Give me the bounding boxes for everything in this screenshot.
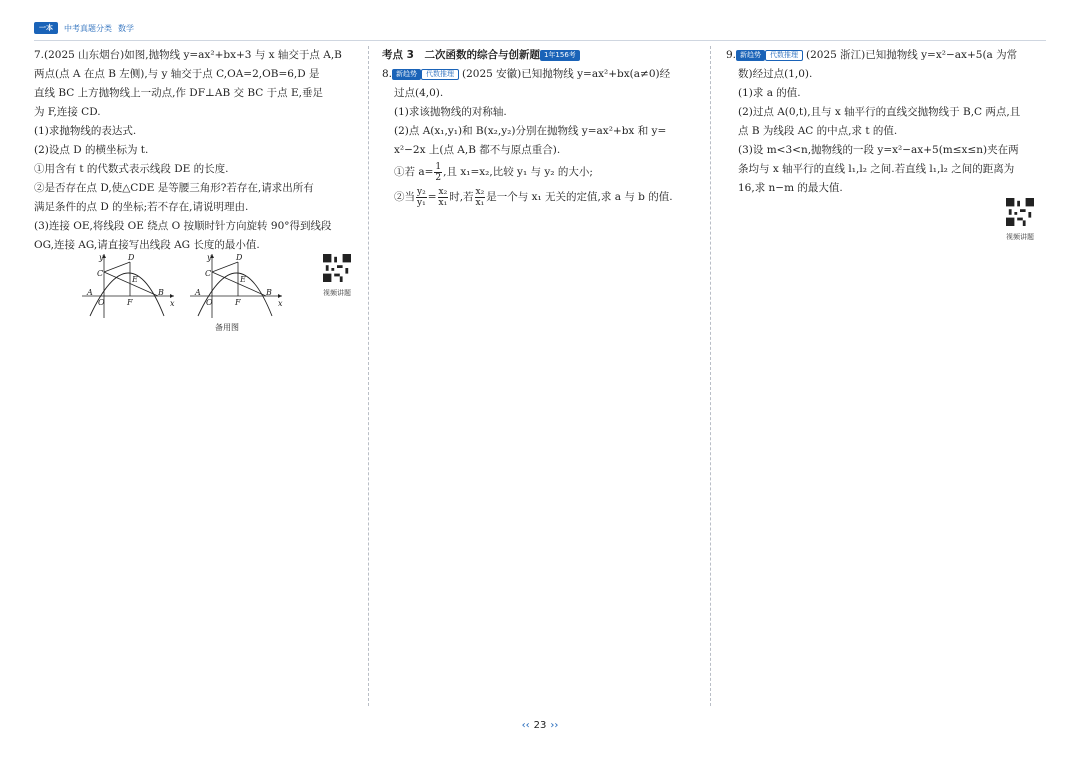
qr-label: 视频讲题 [1006,233,1034,241]
question-8 [382,46,698,210]
q9-line: (2025 浙江)已知抛物线 y=x²−ax+5(a 为常 [806,49,1018,61]
label-E: E [240,275,246,284]
axis-y-label: y [207,253,212,262]
q8-text: ②当 [394,191,415,203]
q9-line: 16,求 n−m 的最大值. [738,182,843,194]
column-divider [368,46,369,706]
header-divider [34,40,1046,41]
q7-line: OG,连接 AG,请直接写出线段 AG 长度的最小值. [34,239,260,251]
section-heading [382,46,698,65]
label-F: F [127,298,133,307]
q7-line: 为 F,连接 CD. [34,106,101,118]
section-badge: 1年156考 [540,50,580,61]
question-7 [34,46,356,255]
qr-label: 视频讲题 [323,289,351,297]
q8-text: = [427,191,437,203]
series-title: 中考真题分类 [64,23,112,33]
denominator: 2 [435,172,442,183]
axis-x-label: x [278,299,283,308]
q7-figure-main [82,253,175,318]
q7-line: 满足条件的点 D 的坐标;若不存在,请说明理由. [34,201,249,213]
numerator: x₂ [438,186,448,197]
q9-number: 9. [726,49,737,61]
denominator: y₁ [417,197,426,208]
q8-text: 时,若 [449,191,474,203]
page-left-mark: ‹‹ [521,720,530,731]
label-B: B [266,288,272,297]
column-divider [710,46,711,706]
q8-line: (2)点 A(x₁,y₁)和 B(x₂,y₂)分别在抛物线 y=ax²+bx 和 y= [394,125,667,137]
q8-text: ,且 x₁=x₂,比较 y₁ 与 y₂ 的大小; [443,166,593,178]
reasoning-tag: 代数推理 [765,50,803,61]
trend-tag: 新趋势 [392,69,421,80]
label-D: D [236,253,243,262]
q8-number: 8. [382,68,393,80]
q8-line: (1)求该抛物线的对称轴. [394,106,507,118]
page-right-mark: ›› [550,720,559,731]
q9-line: 数)经过点(1,0). [738,68,813,80]
label-E: E [132,275,138,284]
numerator: 1 [435,161,442,172]
q7-line: 两点(点 A 在点 B 左侧),与 y 轴交于点 C,OA=2,OB=6,D 是 [34,68,320,80]
label-C: C [97,269,104,278]
label-D: D [128,253,135,262]
q9-line: (1)求 a 的值. [738,87,801,99]
q7-figure-spare [190,253,283,318]
page-number [0,720,1080,731]
qr-video-q9[interactable] [1004,198,1036,242]
question-9 [726,46,1044,198]
q7-line: (1)求抛物线的表达式. [34,125,137,137]
label-A: A [195,288,201,297]
label-F: F [235,298,241,307]
label-A: A [87,288,93,297]
axis-y-label: y [99,253,104,262]
figure-caption: 备用图 [215,323,239,332]
q9-line: (3)设 m<3<n,抛物线的一段 y=x²−ax+5(m≤x≤n)夹在两 [738,144,1019,156]
fraction [438,187,449,208]
numerator: y₂ [417,186,426,197]
page-header [34,20,134,36]
label-C: C [205,269,212,278]
q7-line: (3)连接 OE,将线段 OE 绕点 O 按顺时针方向旋转 90°得到线段 [34,220,332,232]
label-O: O [98,298,105,307]
reasoning-tag: 代数推理 [421,69,459,80]
fraction [416,187,427,208]
qr-code-icon [1004,198,1036,226]
label-B: B [158,288,164,297]
axis-x-label: x [170,299,175,308]
numerator: x₂ [475,186,485,197]
trend-tag: 新趋势 [736,50,765,61]
fraction [434,162,442,183]
q8-line: x²−2x 上(点 A,B 都不与原点重合). [394,144,561,156]
q9-line: 点 B 为线段 AC 的中点,求 t 的值. [738,125,898,137]
q8-text: 是一个与 x₁ 无关的定值,求 a 与 b 的值. [486,191,673,203]
q8-line: (2025 安徽)已知抛物线 y=ax²+bx(a≠0)经 [462,68,671,80]
brand-logo: 一本 [34,22,58,34]
qr-code-icon [322,254,352,282]
q9-line: (2)过点 A(0,t),且与 x 轴平行的直线交抛物线于 B,C 两点,且 [738,106,1021,118]
subject-label: 数学 [118,23,134,33]
q7-line: ①用含有 t 的代数式表示线段 DE 的长度. [34,163,229,175]
section-title: 考点 3 二次函数的综合与创新题 [382,49,540,61]
q7-line: 直线 BC 上方抛物线上一动点,作 DF⊥AB 交 BC 于点 E,垂足 [34,87,323,99]
q7-line: (2)设点 D 的横坐标为 t. [34,144,149,156]
q7-figures [78,250,288,322]
q8-text: ①若 a= [394,166,434,178]
q8-line: 过点(4,0). [394,87,444,99]
fraction [475,187,486,208]
q9-line: 条均与 x 轴平行的直线 l₁,l₂ 之间.若直线 l₁,l₂ 之间的距离为 [738,163,1015,175]
page-number-value: 23 [533,720,547,731]
q7-line: 7.(2025 山东烟台)如图,抛物线 y=ax²+bx+3 与 x 轴交于点 A,B [34,49,342,61]
label-O: O [206,298,213,307]
qr-video-q7[interactable] [322,254,352,298]
denominator: x₁ [475,197,485,208]
q8-part-1 [382,160,698,184]
denominator: x₁ [438,197,448,208]
q7-line: ②是否存在点 D,使△CDE 是等腰三角形?若存在,请求出所有 [34,182,314,194]
q8-part-2 [382,184,698,210]
